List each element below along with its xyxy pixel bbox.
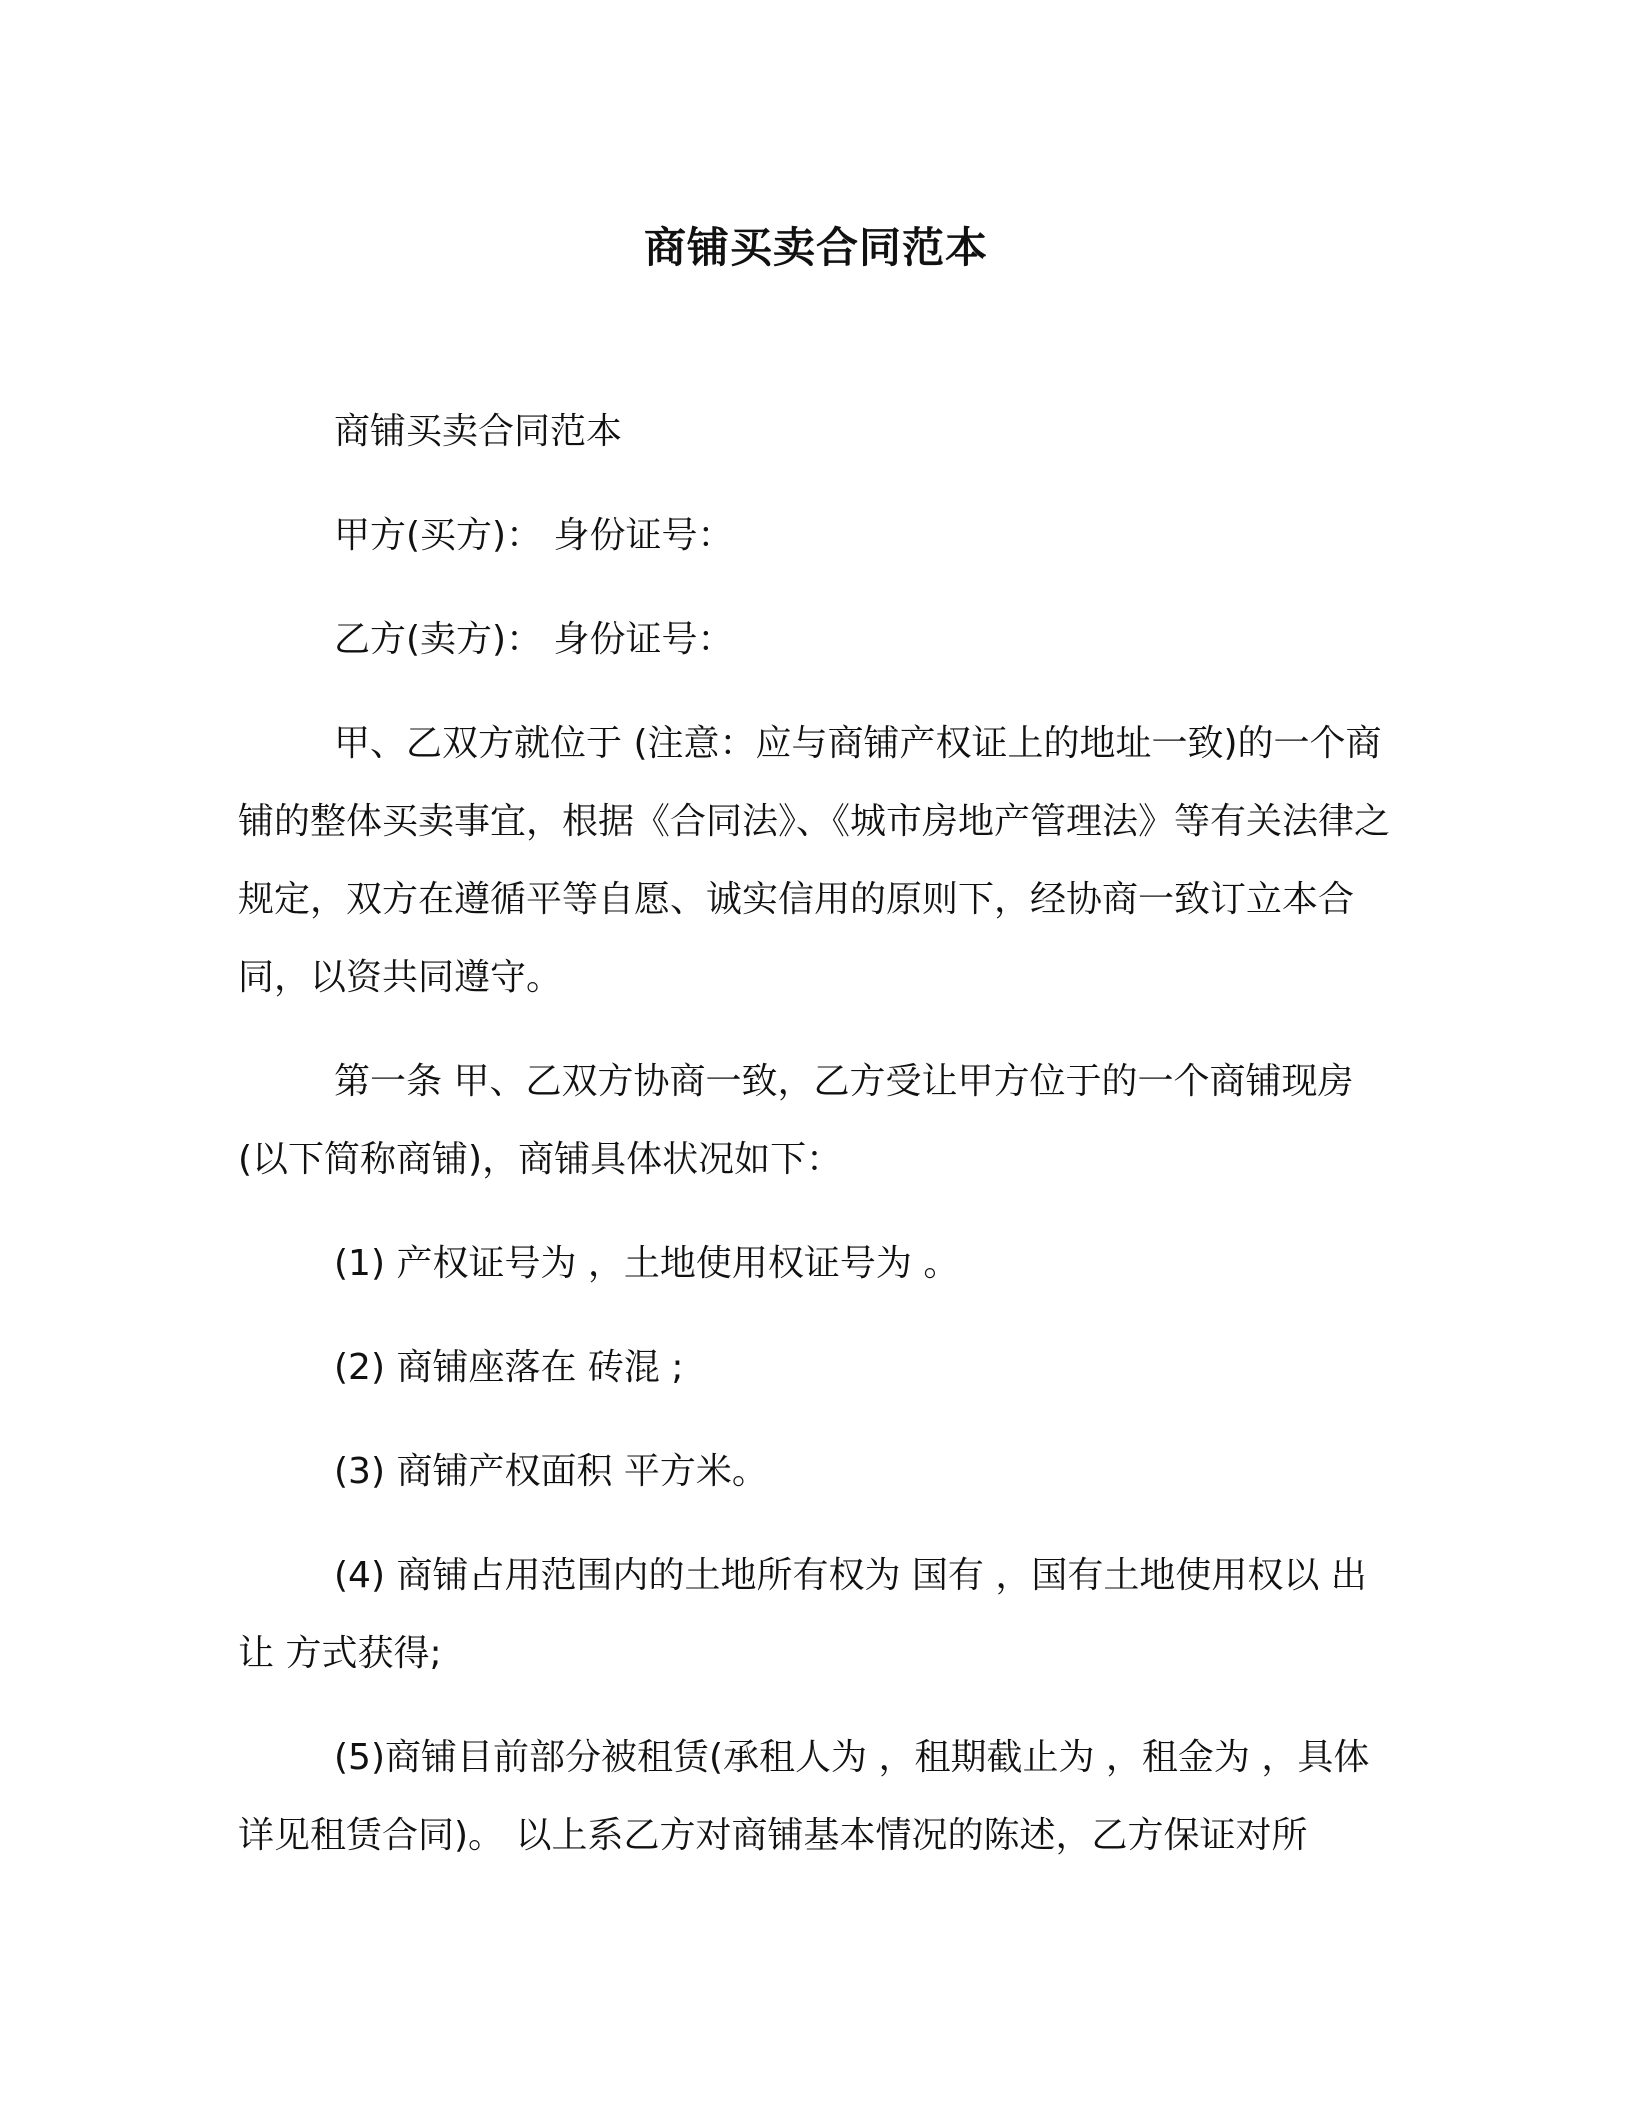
paragraph-party-b: 乙方(卖方)： 身份证号： — [334, 619, 734, 660]
paragraph-item-4: (4) 商铺占用范围内的土地所有权为 国有 ，国有土地使用权以 出让 方式获得; — [238, 1555, 1367, 1674]
paragraph-item-1: (1) 产权证号为 ，土地使用权证号为 。 — [334, 1243, 960, 1284]
paragraph-preamble: 甲、乙双方就位于 (注意：应与商铺产权证上的地址一致)的一个商铺的整体买卖事宜，根据《合同法》、《城市房地产管理法》等有关法律之规定，双方在遵循平等自愿、诚实信用的原则下，经协商一致订立本合同，以资共同遵守。 — [238, 723, 1391, 998]
paragraph-item-2: (2) 商铺座落在 砖混 ; — [334, 1347, 684, 1388]
document-body — [238, 393, 1390, 1901]
paragraph-party-a: 甲方(买方)： 身份证号： — [334, 515, 734, 556]
paragraph-subtitle: 商铺买卖合同范本 — [334, 411, 623, 452]
paragraph-article-1: 第一条 甲、乙双方协商一致，乙方受让甲方位于的一个商铺现房(以下简称商铺)，商铺具体状况如下： — [238, 1061, 1354, 1180]
paragraph-item-5: (5)商铺目前部分被租赁(承租人为 ，租期截止为 ，租金为 ，具体详见租赁合同)。 以上系乙方对商铺基本情况的陈述，乙方保证对所 — [238, 1737, 1370, 1856]
document-title: 商铺买卖合同范本 — [643, 223, 988, 272]
paragraph-item-3: (3) 商铺产权面积 平方米。 — [334, 1451, 768, 1492]
